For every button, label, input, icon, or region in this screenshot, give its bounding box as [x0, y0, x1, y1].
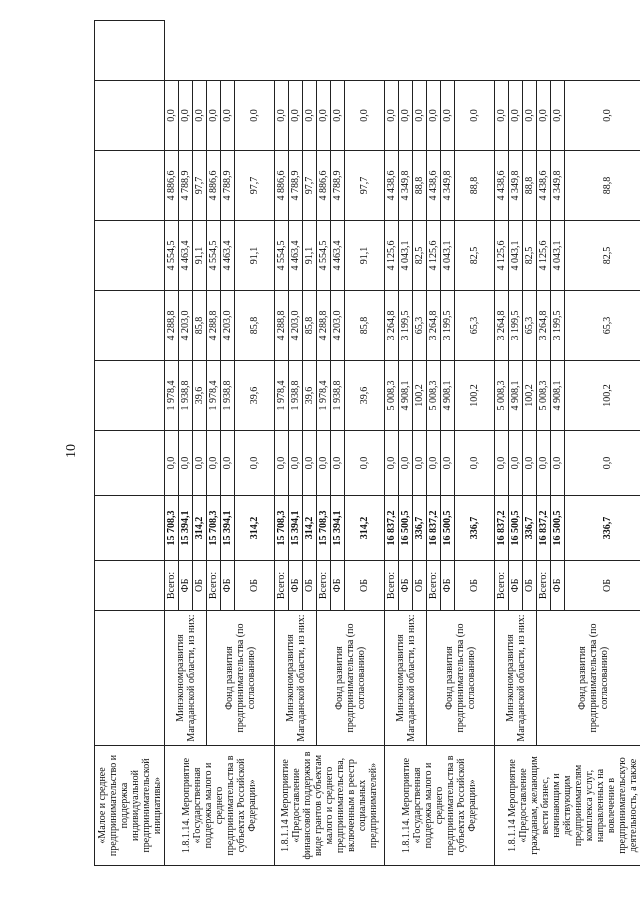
- year-value-cell: 4 125,6: [427, 221, 441, 291]
- year-value-cell: 4 203,0: [179, 291, 193, 361]
- funding-source-cell: ФБ: [221, 561, 235, 611]
- year-value-cell: 0,0: [289, 431, 303, 496]
- year-value-cell: 97,7: [193, 151, 207, 221]
- year-value-cell: 0,0: [385, 431, 399, 496]
- empty-cell: [95, 21, 165, 81]
- empty-cell: [95, 291, 165, 361]
- year-value-cell: 85,8: [193, 291, 207, 361]
- year-value-cell: 4 463,4: [289, 221, 303, 291]
- year-value-cell: 65,3: [455, 291, 495, 361]
- year-value-cell: 4 788,9: [289, 151, 303, 221]
- year-value-cell: 0,0: [551, 81, 565, 151]
- total-value-cell: 15 708,3: [207, 496, 221, 561]
- year-value-cell: 82,5: [455, 221, 495, 291]
- year-value-cell: 4 125,6: [537, 221, 551, 291]
- year-value-cell: 0,0: [165, 431, 179, 496]
- year-value-cell: 4 908,1: [399, 361, 413, 431]
- year-value-cell: 0,0: [289, 81, 303, 151]
- funding-source-cell: Всего:: [495, 561, 509, 611]
- total-value-cell: 336,7: [413, 496, 427, 561]
- year-value-cell: 0,0: [165, 81, 179, 151]
- table-row: [427, 21, 441, 866]
- measure-name-cell: 1.8.1.14. Мероприятие «Государственная поддержка малого и среднего предпринимательства в субъектах Российской Федерации»: [165, 746, 275, 866]
- year-value-cell: 4 125,6: [385, 221, 399, 291]
- year-value-cell: 0,0: [331, 81, 345, 151]
- year-value-cell: 0,0: [235, 81, 275, 151]
- total-value-cell: 336,7: [455, 496, 495, 561]
- year-value-cell: 4 554,5: [317, 221, 331, 291]
- year-value-cell: 4 349,8: [399, 151, 413, 221]
- year-value-cell: 4 043,1: [509, 221, 523, 291]
- total-value-cell: 314,2: [345, 496, 385, 561]
- funding-source-cell: ФБ: [551, 561, 565, 611]
- funding-source-cell: ОБ: [565, 561, 640, 611]
- year-value-cell: 4 288,8: [275, 291, 289, 361]
- year-value-cell: 65,3: [413, 291, 427, 361]
- total-value-cell: 15 394,1: [289, 496, 303, 561]
- year-value-cell: 5 008,3: [495, 361, 509, 431]
- table-row: [537, 21, 551, 866]
- year-value-cell: 0,0: [179, 431, 193, 496]
- table-row: [317, 21, 331, 866]
- year-value-cell: 0,0: [523, 431, 537, 496]
- year-value-cell: 4 438,6: [385, 151, 399, 221]
- total-value-cell: 15 708,3: [317, 496, 331, 561]
- year-value-cell: 0,0: [221, 81, 235, 151]
- total-value-cell: 15 708,3: [165, 496, 179, 561]
- year-value-cell: 1 978,4: [275, 361, 289, 431]
- year-value-cell: 4 438,6: [495, 151, 509, 221]
- total-value-cell: 16 837,2: [537, 496, 551, 561]
- year-value-cell: 1 978,4: [165, 361, 179, 431]
- empty-cell: [95, 361, 165, 431]
- year-value-cell: 0,0: [427, 431, 441, 496]
- total-value-cell: 314,2: [303, 496, 317, 561]
- year-value-cell: 100,2: [413, 361, 427, 431]
- year-value-cell: 4 203,0: [289, 291, 303, 361]
- year-value-cell: 65,3: [523, 291, 537, 361]
- executor-cell: Фонд развития предпринимательства (по согласованию): [537, 611, 640, 746]
- year-value-cell: 4 043,1: [399, 221, 413, 291]
- funding-source-cell: Всего:: [385, 561, 399, 611]
- year-value-cell: 85,8: [235, 291, 275, 361]
- year-value-cell: 4 288,8: [207, 291, 221, 361]
- year-value-cell: 88,8: [523, 151, 537, 221]
- executor-cell: Минэкономразвития Магаданской области, из них:: [165, 611, 207, 746]
- year-value-cell: 4 908,1: [509, 361, 523, 431]
- total-value-cell: 15 394,1: [221, 496, 235, 561]
- year-value-cell: 1 978,4: [207, 361, 221, 431]
- funding-source-cell: Всего:: [537, 561, 551, 611]
- funding-source-cell: Всего:: [427, 561, 441, 611]
- year-value-cell: 0,0: [523, 81, 537, 151]
- funding-source-cell: Всего:: [317, 561, 331, 611]
- year-value-cell: 0,0: [413, 81, 427, 151]
- year-value-cell: 0,0: [303, 81, 317, 151]
- total-value-cell: 16 500,5: [399, 496, 413, 561]
- executor-cell: Минэкономразвития Магаданской области, из них:: [385, 611, 427, 746]
- total-value-cell: 15 708,3: [275, 496, 289, 561]
- funding-source-cell: ОБ: [235, 561, 275, 611]
- year-value-cell: 4 886,6: [165, 151, 179, 221]
- empty-cell: [95, 561, 165, 611]
- year-value-cell: 0,0: [509, 81, 523, 151]
- year-value-cell: 0,0: [303, 431, 317, 496]
- year-value-cell: 0,0: [537, 431, 551, 496]
- funding-source-cell: ФБ: [399, 561, 413, 611]
- funding-source-cell: ОБ: [345, 561, 385, 611]
- year-value-cell: 82,5: [523, 221, 537, 291]
- funding-source-cell: ОБ: [413, 561, 427, 611]
- year-value-cell: 4 203,0: [331, 291, 345, 361]
- funding-source-cell: Всего:: [207, 561, 221, 611]
- year-value-cell: 4 463,4: [221, 221, 235, 291]
- funding-source-cell: ФБ: [441, 561, 455, 611]
- total-value-cell: 314,2: [235, 496, 275, 561]
- year-value-cell: 85,8: [345, 291, 385, 361]
- table-row: [165, 21, 179, 866]
- empty-cell: [95, 221, 165, 291]
- year-value-cell: 82,5: [565, 221, 640, 291]
- year-value-cell: 100,2: [455, 361, 495, 431]
- total-value-cell: 16 500,5: [509, 496, 523, 561]
- year-value-cell: 0,0: [317, 81, 331, 151]
- funding-source-cell: ОБ: [193, 561, 207, 611]
- year-value-cell: 1 938,8: [289, 361, 303, 431]
- budget-table: [94, 20, 640, 866]
- year-value-cell: 0,0: [509, 431, 523, 496]
- year-value-cell: 4 438,6: [427, 151, 441, 221]
- total-value-cell: 16 500,5: [551, 496, 565, 561]
- year-value-cell: 4 125,6: [495, 221, 509, 291]
- year-value-cell: 82,5: [413, 221, 427, 291]
- year-value-cell: 91,1: [303, 221, 317, 291]
- measure-name-cell: 1.8.1.14. Мероприятие «Государственная поддержка малого и среднего предпринимательства в субъектах Российской Федерации»: [385, 746, 495, 866]
- year-value-cell: 39,6: [193, 361, 207, 431]
- year-value-cell: 0,0: [345, 81, 385, 151]
- executor-cell: Фонд развития предпринимательства (по согласованию): [427, 611, 495, 746]
- year-value-cell: 39,6: [303, 361, 317, 431]
- year-value-cell: 85,8: [303, 291, 317, 361]
- year-value-cell: 91,1: [193, 221, 207, 291]
- year-value-cell: 3 199,5: [551, 291, 565, 361]
- measure-name-cell: 1.8.1.14 Мероприятие «Предоставление финансовой поддержки в виде грантов субъектам малого и среднего предпринимательства, включенным в реестр социальных предпринимателей»: [275, 746, 385, 866]
- year-value-cell: 97,7: [235, 151, 275, 221]
- empty-cell: [95, 496, 165, 561]
- year-value-cell: 0,0: [221, 431, 235, 496]
- year-value-cell: 0,0: [413, 431, 427, 496]
- funding-source-cell: Всего:: [275, 561, 289, 611]
- year-value-cell: 0,0: [207, 81, 221, 151]
- executor-cell: Минэкономразвития Магаданской области, из них:: [495, 611, 537, 746]
- total-value-cell: 314,2: [193, 496, 207, 561]
- year-value-cell: 4 288,8: [317, 291, 331, 361]
- empty-cell: [95, 611, 165, 746]
- empty-cell: [95, 431, 165, 496]
- funding-source-cell: ФБ: [509, 561, 523, 611]
- year-value-cell: 39,6: [235, 361, 275, 431]
- year-value-cell: 0,0: [455, 431, 495, 496]
- executor-cell: Фонд развития предпринимательства (по согласованию): [317, 611, 385, 746]
- year-value-cell: 39,6: [345, 361, 385, 431]
- year-value-cell: 1 938,8: [331, 361, 345, 431]
- year-value-cell: 4 788,9: [221, 151, 235, 221]
- year-value-cell: 4 349,8: [509, 151, 523, 221]
- year-value-cell: 0,0: [399, 431, 413, 496]
- year-value-cell: 4 554,5: [165, 221, 179, 291]
- year-value-cell: 0,0: [455, 81, 495, 151]
- year-value-cell: 4 438,6: [537, 151, 551, 221]
- total-value-cell: 16 837,2: [427, 496, 441, 561]
- year-value-cell: 0,0: [441, 431, 455, 496]
- executor-cell: Фонд развития предпринимательства (по согласованию): [207, 611, 275, 746]
- year-value-cell: 0,0: [275, 431, 289, 496]
- year-value-cell: 0,0: [235, 431, 275, 496]
- year-value-cell: 91,1: [235, 221, 275, 291]
- year-value-cell: 0,0: [207, 431, 221, 496]
- funding-source-cell: ФБ: [289, 561, 303, 611]
- year-value-cell: 5 008,3: [427, 361, 441, 431]
- year-value-cell: 3 264,8: [427, 291, 441, 361]
- year-value-cell: 0,0: [193, 81, 207, 151]
- year-value-cell: 97,7: [345, 151, 385, 221]
- year-value-cell: 4 908,1: [441, 361, 455, 431]
- year-value-cell: 3 264,8: [537, 291, 551, 361]
- year-value-cell: 4 349,8: [441, 151, 455, 221]
- year-value-cell: 0,0: [179, 81, 193, 151]
- year-value-cell: 3 199,5: [441, 291, 455, 361]
- year-value-cell: 4 788,9: [179, 151, 193, 221]
- funding-source-cell: ОБ: [523, 561, 537, 611]
- table-row: [207, 21, 221, 866]
- table-body: [95, 21, 640, 866]
- year-value-cell: 88,8: [565, 151, 640, 221]
- year-value-cell: 0,0: [385, 81, 399, 151]
- year-value-cell: 4 288,8: [165, 291, 179, 361]
- year-value-cell: 0,0: [193, 431, 207, 496]
- year-value-cell: 4 886,6: [317, 151, 331, 221]
- year-value-cell: 4 349,8: [551, 151, 565, 221]
- year-value-cell: 0,0: [441, 81, 455, 151]
- year-value-cell: 88,8: [413, 151, 427, 221]
- year-value-cell: 4 203,0: [221, 291, 235, 361]
- year-value-cell: 4 463,4: [179, 221, 193, 291]
- year-value-cell: 0,0: [399, 81, 413, 151]
- year-value-cell: 0,0: [331, 431, 345, 496]
- year-value-cell: 4 043,1: [441, 221, 455, 291]
- table-row: [95, 21, 165, 866]
- year-value-cell: 0,0: [551, 431, 565, 496]
- total-value-cell: 16 500,5: [441, 496, 455, 561]
- year-value-cell: 100,2: [565, 361, 640, 431]
- year-value-cell: 4 886,6: [207, 151, 221, 221]
- year-value-cell: 0,0: [275, 81, 289, 151]
- funding-source-cell: ОБ: [455, 561, 495, 611]
- year-value-cell: 0,0: [565, 81, 640, 151]
- funding-source-cell: ОБ: [303, 561, 317, 611]
- table-row: [385, 21, 399, 866]
- rotated-content: [62, 36, 639, 866]
- year-value-cell: 0,0: [317, 431, 331, 496]
- table-row: [495, 21, 509, 866]
- year-value-cell: 1 938,8: [221, 361, 235, 431]
- year-value-cell: 3 264,8: [385, 291, 399, 361]
- year-value-cell: 4 463,4: [331, 221, 345, 291]
- funding-source-cell: Всего:: [165, 561, 179, 611]
- program-name-cell: «Малое и среднее предпринимательство и поддержка индивидуальной предпринимательской инициативы»: [95, 746, 165, 866]
- funding-source-cell: ФБ: [179, 561, 193, 611]
- empty-cell: [95, 151, 165, 221]
- total-value-cell: 336,7: [565, 496, 640, 561]
- year-value-cell: 5 008,3: [537, 361, 551, 431]
- total-value-cell: 15 394,1: [179, 496, 193, 561]
- year-value-cell: 97,7: [303, 151, 317, 221]
- total-value-cell: 16 837,2: [385, 496, 399, 561]
- year-value-cell: 4 886,6: [275, 151, 289, 221]
- measure-name-cell: 1.8.1.14 Мероприятие «Предоставление гражданам, желающим вести бизнес, начинающим и действующим предпринимателям комплекса услуг, направленных на вовлечение в предпринимательскую деятельность, а также: [495, 746, 640, 866]
- year-value-cell: 4 788,9: [331, 151, 345, 221]
- page-number: 10: [64, 444, 79, 458]
- year-value-cell: 4 043,1: [551, 221, 565, 291]
- year-value-cell: 5 008,3: [385, 361, 399, 431]
- year-value-cell: 0,0: [427, 81, 441, 151]
- table-row: [275, 21, 289, 866]
- year-value-cell: 3 264,8: [495, 291, 509, 361]
- year-value-cell: 100,2: [523, 361, 537, 431]
- year-value-cell: 4 554,5: [275, 221, 289, 291]
- year-value-cell: 0,0: [565, 431, 640, 496]
- year-value-cell: 88,8: [455, 151, 495, 221]
- year-value-cell: 4 908,1: [551, 361, 565, 431]
- year-value-cell: 0,0: [495, 81, 509, 151]
- total-value-cell: 336,7: [523, 496, 537, 561]
- year-value-cell: 91,1: [345, 221, 385, 291]
- year-value-cell: 4 554,5: [207, 221, 221, 291]
- executor-cell: Минэкономразвития Магаданской области, из них:: [275, 611, 317, 746]
- year-value-cell: 65,3: [565, 291, 640, 361]
- year-value-cell: 0,0: [345, 431, 385, 496]
- year-value-cell: 3 199,5: [399, 291, 413, 361]
- total-value-cell: 16 837,2: [495, 496, 509, 561]
- year-value-cell: 1 938,8: [179, 361, 193, 431]
- funding-source-cell: ФБ: [331, 561, 345, 611]
- year-value-cell: 0,0: [537, 81, 551, 151]
- empty-cell: [95, 81, 165, 151]
- total-value-cell: 15 394,1: [331, 496, 345, 561]
- year-value-cell: 3 199,5: [509, 291, 523, 361]
- year-value-cell: 0,0: [495, 431, 509, 496]
- year-value-cell: 1 978,4: [317, 361, 331, 431]
